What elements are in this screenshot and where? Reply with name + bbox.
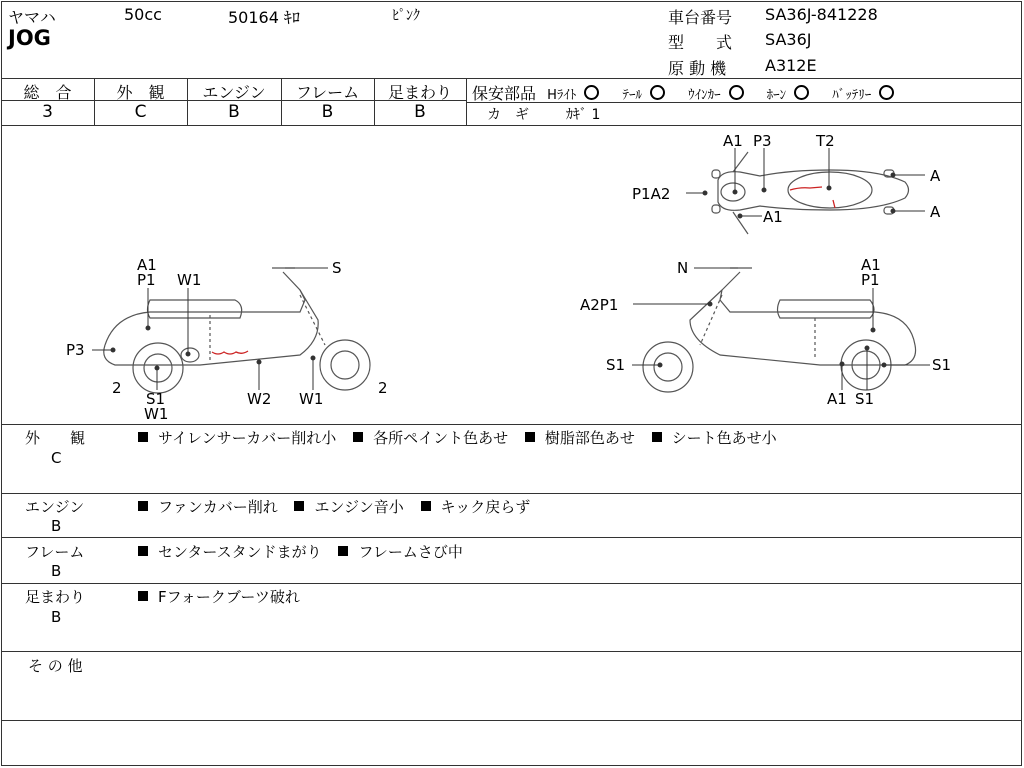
remark-exterior-grade: C [51,449,62,467]
safety-item-tail: ﾃｰﾙ [622,88,642,103]
remark-item: 樹脂部色あせ [544,429,635,447]
remark-suspension-label: 足まわり [25,588,86,606]
divider [1,651,1022,652]
bullet-icon [525,432,535,442]
divider [466,78,467,125]
type-label: 型 式 [668,33,733,52]
diagram-label: T2 [816,132,835,150]
remark-item: Fフォークブーツ破れ [158,588,300,606]
frame-label: フレーム [295,83,360,102]
divider [1,78,1022,79]
diagram-label: A1 [861,256,881,274]
bullet-icon [138,432,148,442]
displacement: 50cc [124,5,162,24]
diagram-label: P3 [753,132,772,150]
remark-suspension-grade: B [51,608,62,626]
bullet-icon [138,501,148,511]
divider [1,537,1022,538]
diagram-label: P1 [861,271,880,289]
diagram-label: W2 [247,390,272,408]
top-view-sketch [712,152,909,234]
remark-item: 各所ペイント色あせ [373,429,509,447]
ok-circle-icon [584,85,599,100]
frame-grade: B [321,102,334,122]
engine-model-value: A312E [765,56,817,75]
diagram-label: S1 [855,390,875,408]
divider [1,424,1022,425]
bullet-icon [138,591,148,601]
engine-label: エンジン [202,83,266,102]
suspension-label: 足まわり [387,83,452,102]
remark-item: シート色あせ小 [671,429,777,447]
diagram-label: A2P1 [580,296,619,314]
overall-label: 総 合 [23,83,72,102]
damage-mark-top [790,187,822,190]
safety-item-headlight: Hﾗｲﾄ [547,88,577,103]
key-label: カ ギ [487,107,529,123]
diagram-label: A1 [723,132,743,150]
mileage: 50164 ｷﾛ [228,8,300,27]
remark-item: フレームさび中 [358,543,463,561]
diagram-label: S1 [146,390,166,408]
diagram-label: 2 [112,379,122,397]
exterior-grade: C [134,102,147,122]
remark-frame-label: フレーム [25,543,85,561]
ok-circle-icon [879,85,894,100]
remark-engine-grade: B [51,517,62,535]
scooter-diagram [0,126,1024,424]
frame-no-label: 車台番号 [668,8,733,27]
remark-exterior-items [138,427,789,448]
ok-circle-icon [650,85,665,100]
frame-no: SA36J-841228 [765,5,878,24]
bullet-icon [421,501,431,511]
type-value: SA36J [765,30,812,49]
bullet-icon [652,432,662,442]
damage-mark-left [212,351,248,354]
remark-item: エンジン音小 [314,498,404,516]
diagram-label: A1 [763,208,783,226]
diagram-label: P1 [137,271,156,289]
diagram-label: S [332,259,342,277]
safety-item-winker: ｳｲﾝｶｰ [688,88,721,103]
suspension-grade: B [414,102,426,122]
safety-parts-label: 保安部品 [472,84,537,103]
diagram-label: A [930,203,941,221]
diagram-label: P1A2 [632,185,671,203]
ok-circle-icon [729,85,744,100]
divider [1,493,1022,494]
engine-grade: B [228,102,240,122]
diagram-label: W1 [177,271,202,289]
remark-item: サイレンサーカバー削れ小 [158,429,337,447]
diagram-label: W1 [144,405,169,423]
bullet-icon [294,501,304,511]
ok-circle-icon [794,85,809,100]
diagram-label: S1 [932,356,952,374]
damage-mark-top-2 [833,200,835,208]
overall-grade: 3 [42,102,53,122]
safety-parts-row [472,81,898,104]
diagram-label: P3 [66,341,85,359]
remark-frame-items [138,541,475,562]
safety-item-horn: ﾎｰﾝ [766,88,787,103]
remark-frame-grade: B [51,562,62,580]
diagram-label: S1 [606,356,626,374]
remark-other-label: そ の 他 [28,657,83,675]
diagram-label: W1 [299,390,324,408]
bullet-icon [338,546,348,556]
divider [1,720,1022,721]
diagram-label: A1 [827,390,847,408]
bullet-icon [138,546,148,556]
remark-suspension-items [138,586,312,607]
exterior-label: 外 観 [116,83,165,102]
remark-exterior-label: 外 観 [25,429,86,447]
diagram-label: A [930,167,941,185]
safety-item-battery: ﾊﾞｯﾃﾘｰ [832,88,872,103]
diagram-label: A1 [137,256,157,274]
diagram-label: 2 [378,379,388,397]
key-value: ｶｷﾞ 1 [566,107,601,123]
remark-engine-label: エンジン [25,498,85,516]
remark-item: キック戻らず [440,498,531,516]
divider [1,583,1022,584]
remark-item: ファンカバー削れ [158,498,278,516]
body-color: ﾋﾟﾝｸ [392,8,420,24]
remark-engine-items [138,496,542,517]
engine-model-label: 原 動 機 [668,59,727,78]
bullet-icon [353,432,363,442]
remark-item: センタースタンドまがり [158,543,322,561]
maker: ヤマハ [8,8,56,27]
diagram-label: N [677,259,689,277]
model-name: JOG [8,26,51,50]
